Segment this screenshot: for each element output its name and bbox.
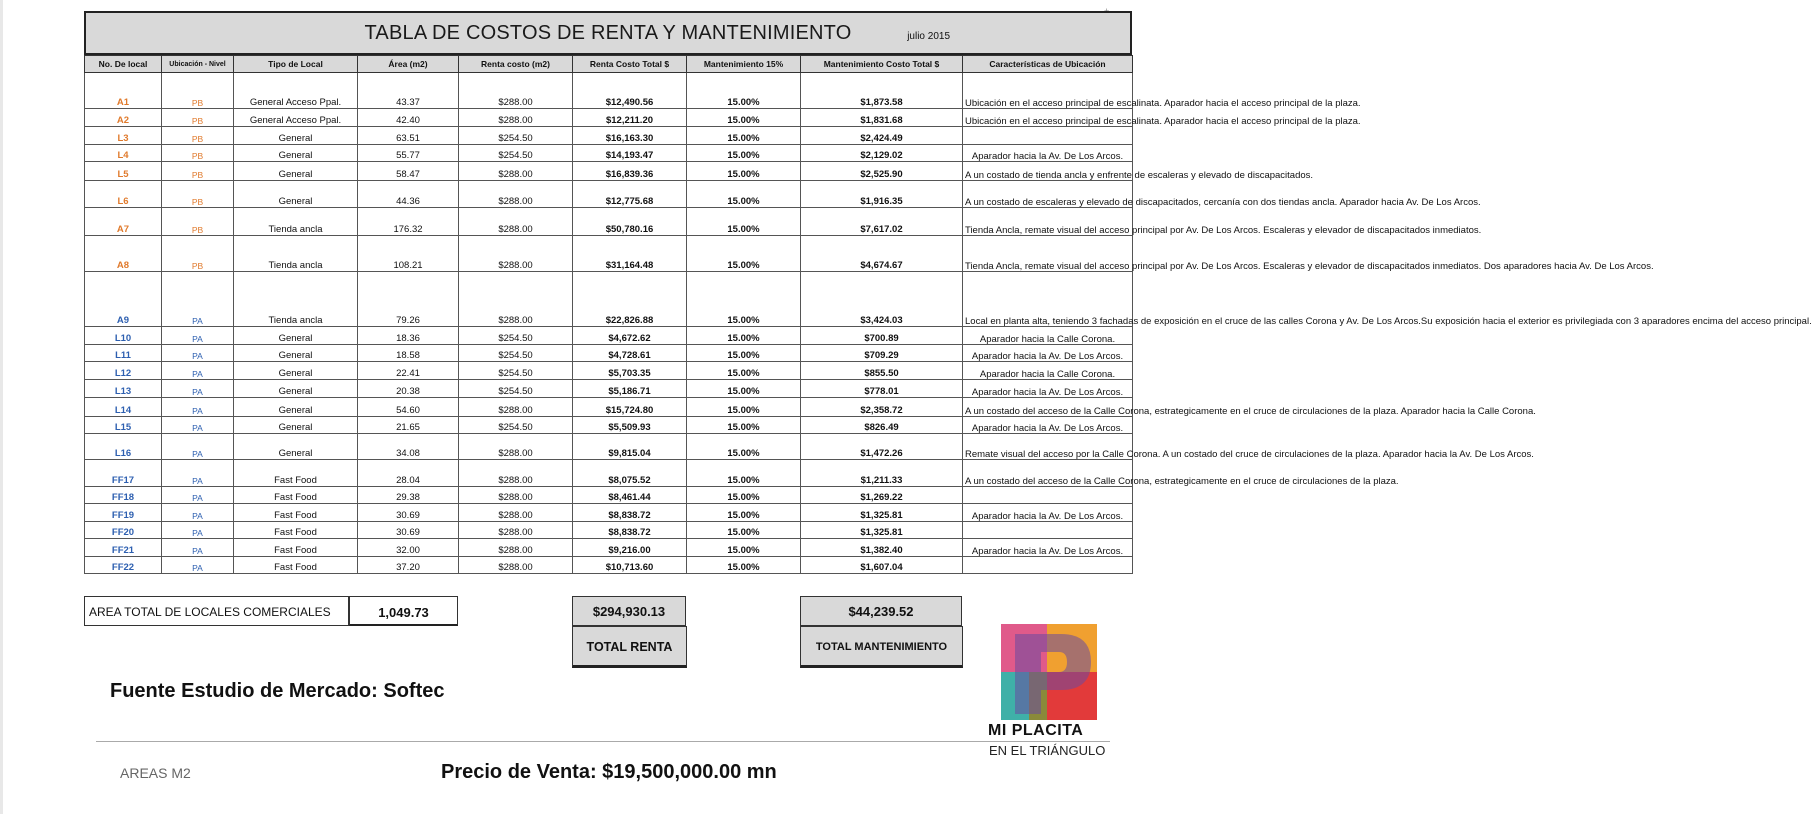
col-header: No. De local <box>85 56 162 73</box>
row-mant-pct: 15.00% <box>687 345 801 362</box>
row-renta-total: $16,839.36 <box>573 162 687 181</box>
row-mant-total: $1,325.81 <box>801 504 963 522</box>
sale-price: Precio de Venta: $19,500,000.00 mn <box>441 761 777 783</box>
row-mant-total: $1,873.58 <box>801 73 963 109</box>
row-area: 54.60 <box>358 398 459 417</box>
row-renta-total: $5,186.71 <box>573 380 687 398</box>
row-mant-total: $1,382.40 <box>801 539 963 557</box>
row-desc: A un costado de escaleras y elevado de discapacitados, cercanía con dos tiendas ancla. Aparador hacia Av. De Los Arcos. <box>963 181 1133 208</box>
row-id: L13 <box>85 380 162 398</box>
source-note: Fuente Estudio de Mercado: Softec <box>110 680 445 702</box>
row-nivel: PA <box>162 362 234 380</box>
row-nivel: PB <box>162 145 234 162</box>
row-tipo: Fast Food <box>234 539 358 557</box>
row-tipo: Fast Food <box>234 487 358 504</box>
brand-name: MI PLACITA <box>988 722 1084 739</box>
row-tipo: General Acceso Ppal. <box>234 109 358 127</box>
row-tipo: Tienda ancla <box>234 236 358 272</box>
row-renta-total: $8,075.52 <box>573 460 687 487</box>
col-header: Mantenimiento 15% <box>687 56 801 73</box>
row-nivel: PB <box>162 236 234 272</box>
row-area: 43.37 <box>358 73 459 109</box>
row-mant-total: $1,831.68 <box>801 109 963 127</box>
row-mant-pct: 15.00% <box>687 145 801 162</box>
row-renta-m2: $288.00 <box>459 236 573 272</box>
row-mant-total: $700.89 <box>801 327 963 345</box>
row-mant-total: $778.01 <box>801 380 963 398</box>
brand-tagline: EN EL TRIÁNGULO <box>989 743 1106 758</box>
row-renta-m2: $254.50 <box>459 380 573 398</box>
total-area-value: 1,049.73 <box>349 596 458 626</box>
areas-label: AREAS M2 <box>120 765 191 781</box>
row-renta-m2: $254.50 <box>459 327 573 345</box>
row-renta-m2: $288.00 <box>459 272 573 327</box>
row-renta-total: $50,780.16 <box>573 208 687 236</box>
row-tipo: General <box>234 434 358 460</box>
row-area: 20.38 <box>358 380 459 398</box>
table-row <box>85 434 1133 460</box>
total-renta-value: $294,930.13 <box>572 596 686 626</box>
col-header: Renta costo (m2) <box>459 56 573 73</box>
row-tipo: General <box>234 327 358 345</box>
title-band <box>84 11 1132 55</box>
row-renta-m2: $254.50 <box>459 145 573 162</box>
row-desc: Aparador hacia la Calle Corona. <box>963 362 1133 380</box>
row-nivel: PB <box>162 162 234 181</box>
row-tipo: General <box>234 181 358 208</box>
row-area: 30.69 <box>358 522 459 539</box>
row-tipo: Fast Food <box>234 460 358 487</box>
row-desc <box>963 557 1133 574</box>
divider <box>96 741 1110 742</box>
row-nivel: PA <box>162 557 234 574</box>
row-mant-pct: 15.00% <box>687 272 801 327</box>
row-mant-pct: 15.00% <box>687 557 801 574</box>
row-nivel: PA <box>162 522 234 539</box>
cost-sheet <box>84 11 1812 574</box>
row-mant-pct: 15.00% <box>687 539 801 557</box>
table-row <box>85 127 1133 145</box>
row-desc: Ubicación en el acceso principal de escalinata. Aparador hacia el acceso principal de la plaza. <box>963 73 1133 109</box>
row-renta-total: $8,838.72 <box>573 504 687 522</box>
row-mant-total: $1,325.81 <box>801 522 963 539</box>
row-tipo: Fast Food <box>234 557 358 574</box>
row-desc: A un costado del acceso de la Calle Corona, estrategicamente en el cruce de circulaciones de la plaza. <box>963 460 1133 487</box>
row-renta-m2: $288.00 <box>459 398 573 417</box>
row-renta-m2: $288.00 <box>459 73 573 109</box>
row-mant-pct: 15.00% <box>687 236 801 272</box>
row-nivel: PA <box>162 539 234 557</box>
row-renta-m2: $288.00 <box>459 557 573 574</box>
row-nivel: PA <box>162 504 234 522</box>
row-area: 176.32 <box>358 208 459 236</box>
row-mant-pct: 15.00% <box>687 208 801 236</box>
table-row <box>85 73 1133 109</box>
row-mant-pct: 15.00% <box>687 127 801 145</box>
row-nivel: PA <box>162 487 234 504</box>
row-renta-m2: $288.00 <box>459 522 573 539</box>
row-renta-total: $14,193.47 <box>573 145 687 162</box>
row-nivel: PA <box>162 434 234 460</box>
table-row <box>85 504 1133 522</box>
table-row <box>85 162 1133 181</box>
row-renta-total: $15,724.80 <box>573 398 687 417</box>
table-row <box>85 109 1133 127</box>
row-tipo: General Acceso Ppal. <box>234 73 358 109</box>
row-mant-total: $4,674.67 <box>801 236 963 272</box>
row-nivel: PB <box>162 208 234 236</box>
col-header: Características de Ubicación <box>963 56 1133 73</box>
table-row <box>85 362 1133 380</box>
row-tipo: General <box>234 362 358 380</box>
row-id: L11 <box>85 345 162 362</box>
row-renta-m2: $254.50 <box>459 362 573 380</box>
row-mant-pct: 15.00% <box>687 380 801 398</box>
row-renta-total: $9,216.00 <box>573 539 687 557</box>
table-row <box>85 398 1133 417</box>
table-row <box>85 522 1133 539</box>
row-renta-m2: $288.00 <box>459 109 573 127</box>
row-nivel: PA <box>162 417 234 434</box>
row-tipo: General <box>234 417 358 434</box>
row-renta-m2: $254.50 <box>459 127 573 145</box>
row-nivel: PB <box>162 181 234 208</box>
row-id: FF21 <box>85 539 162 557</box>
table-body <box>85 73 1812 574</box>
row-mant-total: $1,211.33 <box>801 460 963 487</box>
row-mant-pct: 15.00% <box>687 522 801 539</box>
table-row <box>85 327 1133 345</box>
row-mant-pct: 15.00% <box>687 460 801 487</box>
row-mant-pct: 15.00% <box>687 109 801 127</box>
row-desc: Tienda Ancla, remate visual del acceso principal por Av. De Los Arcos. Escaleras y elevador de discapacitados inmediatos. Dos aparadores hacia Av. De Los Arcos. <box>963 236 1133 272</box>
row-mant-total: $1,607.04 <box>801 557 963 574</box>
row-tipo: General <box>234 380 358 398</box>
row-id: A8 <box>85 236 162 272</box>
row-renta-total: $5,509.93 <box>573 417 687 434</box>
row-renta-total: $9,815.04 <box>573 434 687 460</box>
row-desc: Aparador hacia la Av. De Los Arcos. <box>963 539 1133 557</box>
row-desc <box>963 487 1133 504</box>
table-row <box>85 380 1133 398</box>
table-row <box>85 236 1133 272</box>
row-area: 22.41 <box>358 362 459 380</box>
row-id: L5 <box>85 162 162 181</box>
row-area: 29.38 <box>358 487 459 504</box>
row-renta-m2: $254.50 <box>459 345 573 362</box>
row-desc: A un costado de tienda ancla y enfrente de escaleras y elevado de discapacitados. <box>963 162 1133 181</box>
row-nivel: PA <box>162 272 234 327</box>
table-row <box>85 345 1133 362</box>
row-renta-total: $5,703.35 <box>573 362 687 380</box>
row-tipo: General <box>234 345 358 362</box>
row-tipo: General <box>234 398 358 417</box>
row-area: 44.36 <box>358 181 459 208</box>
row-mant-total: $1,472.26 <box>801 434 963 460</box>
table-header-row <box>85 56 1133 73</box>
row-area: 55.77 <box>358 145 459 162</box>
row-tipo: Fast Food <box>234 522 358 539</box>
row-desc: Aparador hacia la Av. De Los Arcos. <box>963 380 1133 398</box>
row-id: A7 <box>85 208 162 236</box>
row-id: FF20 <box>85 522 162 539</box>
row-area: 58.47 <box>358 162 459 181</box>
row-nivel: PA <box>162 327 234 345</box>
page-edge <box>0 0 3 814</box>
row-renta-total: $12,211.20 <box>573 109 687 127</box>
row-renta-m2: $288.00 <box>459 181 573 208</box>
row-tipo: General <box>234 145 358 162</box>
row-area: 18.58 <box>358 345 459 362</box>
row-renta-m2: $288.00 <box>459 504 573 522</box>
row-renta-total: $10,713.60 <box>573 557 687 574</box>
row-mant-pct: 15.00% <box>687 73 801 109</box>
col-header: Área (m2) <box>358 56 459 73</box>
row-desc: Aparador hacia la Av. De Los Arcos. <box>963 504 1133 522</box>
table-row <box>85 487 1133 504</box>
row-desc: A un costado del acceso de la Calle Corona, estrategicamente en el cruce de circulaciones de la plaza. Aparador hacia la Calle Corona. <box>963 398 1133 417</box>
table-row <box>85 272 1133 327</box>
mi-placita-logo <box>1001 624 1097 720</box>
total-area-label: AREA TOTAL DE LOCALES COMERCIALES <box>84 596 349 626</box>
row-mant-total: $826.49 <box>801 417 963 434</box>
row-desc: Tienda Ancla, remate visual del acceso principal por Av. De Los Arcos. Escaleras y elevador de discapacitados inmediatos. <box>963 208 1133 236</box>
row-mant-total: $709.29 <box>801 345 963 362</box>
row-area: 28.04 <box>358 460 459 487</box>
cost-table <box>84 55 1812 574</box>
row-desc <box>963 127 1133 145</box>
row-id: FF18 <box>85 487 162 504</box>
row-renta-m2: $288.00 <box>459 208 573 236</box>
row-renta-m2: $288.00 <box>459 487 573 504</box>
row-area: 63.51 <box>358 127 459 145</box>
row-id: A1 <box>85 73 162 109</box>
row-mant-pct: 15.00% <box>687 487 801 504</box>
page-title: TABLA DE COSTOS DE RENTA Y MANTENIMIENTO <box>364 22 852 44</box>
row-nivel: PA <box>162 460 234 487</box>
row-mant-total: $2,424.49 <box>801 127 963 145</box>
row-desc: Aparador hacia la Av. De Los Arcos. <box>963 345 1133 362</box>
row-id: L3 <box>85 127 162 145</box>
row-area: 42.40 <box>358 109 459 127</box>
row-area: 79.26 <box>358 272 459 327</box>
row-area: 30.69 <box>358 504 459 522</box>
table-row <box>85 208 1133 236</box>
table-row <box>85 557 1133 574</box>
row-id: FF17 <box>85 460 162 487</box>
row-mant-pct: 15.00% <box>687 181 801 208</box>
row-id: L6 <box>85 181 162 208</box>
row-mant-pct: 15.00% <box>687 434 801 460</box>
table-row <box>85 145 1133 162</box>
row-mant-total: $1,269.22 <box>801 487 963 504</box>
row-id: L4 <box>85 145 162 162</box>
row-mant-pct: 15.00% <box>687 398 801 417</box>
row-mant-total: $2,358.72 <box>801 398 963 417</box>
row-renta-m2: $288.00 <box>459 460 573 487</box>
total-mant-value: $44,239.52 <box>800 596 962 626</box>
row-tipo: General <box>234 127 358 145</box>
row-renta-total: $8,461.44 <box>573 487 687 504</box>
row-mant-pct: 15.00% <box>687 417 801 434</box>
row-renta-total: $16,163.30 <box>573 127 687 145</box>
col-header: Tipo de Local <box>234 56 358 73</box>
row-area: 37.20 <box>358 557 459 574</box>
row-nivel: PA <box>162 380 234 398</box>
row-nivel: PB <box>162 109 234 127</box>
row-id: L12 <box>85 362 162 380</box>
totals-row <box>84 596 1132 626</box>
row-renta-m2: $288.00 <box>459 434 573 460</box>
row-mant-total: $7,617.02 <box>801 208 963 236</box>
row-mant-total: $2,129.02 <box>801 145 963 162</box>
row-renta-m2: $288.00 <box>459 162 573 181</box>
row-desc: Remate visual del acceso por la Calle Corona. A un costado del cruce de circulaciones de la plaza. Aparador hacia la Av. De Los Arcos. <box>963 434 1133 460</box>
row-renta-m2: $288.00 <box>459 539 573 557</box>
row-renta-total: $22,826.88 <box>573 272 687 327</box>
row-nivel: PA <box>162 398 234 417</box>
row-id: L15 <box>85 417 162 434</box>
row-mant-total: $3,424.03 <box>801 272 963 327</box>
row-renta-total: $4,672.62 <box>573 327 687 345</box>
row-renta-total: $31,164.48 <box>573 236 687 272</box>
row-desc <box>963 522 1133 539</box>
row-mant-pct: 15.00% <box>687 162 801 181</box>
row-tipo: General <box>234 162 358 181</box>
row-desc: Aparador hacia la Av. De Los Arcos. <box>963 417 1133 434</box>
col-header: Mantenimiento Costo Total $ <box>801 56 963 73</box>
row-id: L10 <box>85 327 162 345</box>
row-nivel: PB <box>162 73 234 109</box>
row-area: 34.08 <box>358 434 459 460</box>
row-nivel: PA <box>162 345 234 362</box>
row-mant-total: $1,916.35 <box>801 181 963 208</box>
row-area: 18.36 <box>358 327 459 345</box>
report-date: julio 2015 <box>907 31 950 42</box>
row-tipo: Fast Food <box>234 504 358 522</box>
table-row <box>85 539 1133 557</box>
row-id: L16 <box>85 434 162 460</box>
row-mant-pct: 15.00% <box>687 327 801 345</box>
total-renta-label: TOTAL RENTA <box>572 626 687 668</box>
row-mant-total: $855.50 <box>801 362 963 380</box>
row-renta-total: $4,728.61 <box>573 345 687 362</box>
row-id: L14 <box>85 398 162 417</box>
row-desc: Ubicación en el acceso principal de escalinata. Aparador hacia el acceso principal de la plaza. <box>963 109 1133 127</box>
row-id: FF19 <box>85 504 162 522</box>
row-tipo: Tienda ancla <box>234 272 358 327</box>
row-renta-total: $12,775.68 <box>573 181 687 208</box>
table-row <box>85 181 1133 208</box>
row-renta-m2: $254.50 <box>459 417 573 434</box>
row-desc: Local en planta alta, teniendo 3 fachadas de exposición en el cruce de las calles Corona y Av. De Los Arcos.Su exposición hacia el exterior es privilegiada con 3 aparadores encima del acceso principal. <box>963 272 1133 327</box>
col-header: Renta Costo Total $ <box>573 56 687 73</box>
row-desc: Aparador hacia la Av. De Los Arcos. <box>963 145 1133 162</box>
row-tipo: Tienda ancla <box>234 208 358 236</box>
row-desc: Aparador hacia la Calle Corona. <box>963 327 1133 345</box>
row-mant-pct: 15.00% <box>687 504 801 522</box>
row-mant-pct: 15.00% <box>687 362 801 380</box>
row-nivel: PB <box>162 127 234 145</box>
row-area: 32.00 <box>358 539 459 557</box>
row-renta-total: $8,838.72 <box>573 522 687 539</box>
table-row <box>85 417 1133 434</box>
row-id: A9 <box>85 272 162 327</box>
col-header: Ubicación - Nivel <box>162 56 234 73</box>
row-area: 21.65 <box>358 417 459 434</box>
row-id: A2 <box>85 109 162 127</box>
row-renta-total: $12,490.56 <box>573 73 687 109</box>
row-mant-total: $2,525.90 <box>801 162 963 181</box>
row-id: FF22 <box>85 557 162 574</box>
row-area: 108.21 <box>358 236 459 272</box>
table-row <box>85 460 1133 487</box>
total-mant-label: TOTAL MANTENIMIENTO <box>800 626 963 668</box>
